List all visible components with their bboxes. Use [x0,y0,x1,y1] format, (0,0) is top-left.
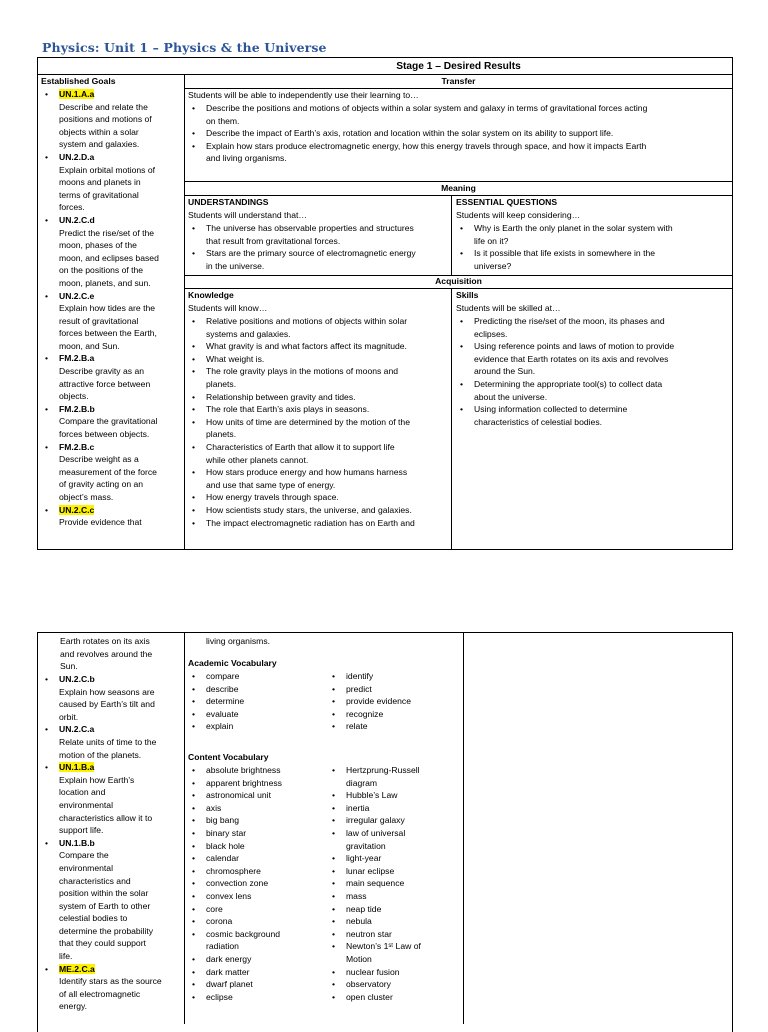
goal-code: UN.2.D.a [59,151,95,162]
list-item-text: • How stars produce energy and how humans harness [206,467,408,478]
transfer-item [187,140,727,165]
goal-description: positions and motions of [59,114,152,125]
divider [184,632,185,1024]
list-item-text: • core [206,903,223,914]
goal-description: motion of the planets. [59,749,142,760]
list-item-text: • light-year [346,853,382,864]
knowledge-item [187,416,449,441]
goal-code: ME.2.C.a [59,963,95,974]
goal-description: moon, and eclipses based [59,252,159,263]
goal-code: UN.2.C.a [59,724,95,735]
vocabulary-item [187,814,322,827]
list-item-text: • axis [206,802,222,813]
goal-code: UN.2.C.d [59,214,95,225]
goal-description: Describe and relate the [59,101,148,112]
goal-description: characteristics and [59,875,131,886]
stage-title: Stage 1 – Desired Results [396,61,521,72]
skill-item [455,315,730,340]
list-item-text: • Hertzprung-Russell [346,765,420,775]
divider [184,74,185,550]
skill-item [455,378,730,403]
goal-description: that they could support [59,938,146,949]
goal-item [40,504,182,529]
goal-description: object’s mass. [59,492,114,502]
goal-description: result of gravitational [59,315,139,326]
goal-description: Explain orbital motions of [59,164,156,175]
goal-description: on the positions of the [59,265,144,276]
divider [451,195,452,275]
list-item-text: • binary star [206,827,247,838]
goal-code: UN.2.C.b [59,674,95,684]
list-item-text: • How units of time are determined by the motion of the [206,416,410,427]
goal-description: moon, and Sun. [59,340,120,351]
list-item-text: • mass [346,890,367,901]
list-item-text: planets. [206,378,237,389]
vocabulary-item [327,852,461,865]
goal-item [40,151,182,214]
list-item-text: • Describe the impact of Earth’s axis, rotation and location within the solar system on its ability to support life. [206,128,614,139]
goal-description: terms of gravitational [59,189,139,200]
knowledge-item [187,315,449,340]
acquisition-header: Acquisition [435,276,482,286]
content-vocabulary-header: Content Vocabulary [188,752,269,762]
list-item-text: • irregular galaxy [346,815,405,826]
document-title: Physics: Unit 1 – Physics & the Universe [42,40,327,55]
list-item-text: • Using reference points and laws of motion to provide [474,341,675,352]
goal-description: forces between objects. [59,429,150,440]
goal-description: celestial bodies to [59,913,128,924]
divider [463,632,464,1024]
goal-item [40,673,182,723]
vocabulary-item [327,814,461,827]
goal-item [40,837,182,963]
vocabulary-item [327,978,461,991]
vocabulary-item [327,802,461,815]
knowledge-item [187,353,449,366]
knowledge-item [187,504,449,517]
list-item-text: • observatory [346,979,391,990]
list-item-text: • neutron star [346,928,392,939]
list-item-text: • Why is Earth the only planet in the solar system with [474,223,673,233]
understanding-item [187,222,449,247]
list-item-text: • Is it possible that life exists in somewhere in the [474,248,656,259]
established-goals-header: Established Goals [41,76,116,86]
list-item-text: • What gravity is and what factors affect its magnitude. [206,341,407,352]
list-item-text: characteristics of celestial bodies. [474,416,603,427]
goal-description: life. [59,951,73,962]
vocabulary-item [327,928,461,941]
understanding-item [187,247,449,272]
skill-item [455,340,730,378]
goal-description: energy. [59,1001,88,1012]
vocabulary-item: • provide evidence [327,695,461,708]
goal-code: FM.2.B.a [59,353,95,364]
vocabulary-item [327,890,461,903]
knowledge-item [187,340,449,353]
list-item-text: • eclipse [206,991,233,1002]
goal-description: forces. [59,202,85,213]
list-item-text: and use that same type of energy. [206,479,336,490]
knowledge-item [187,403,449,416]
essential-questions-list [455,222,730,272]
goal-item [40,88,182,151]
goal-description: moon, phases of the [59,240,137,251]
vocabulary-item [187,991,322,1004]
knowledge-item [187,365,449,390]
list-item-text: evidence that Earth rotates on its axis and revolves [474,353,669,364]
goal-description: attractive force between [59,378,151,389]
knowledge-list [187,315,449,529]
skills-intro: Students will be skilled at… [456,303,561,313]
list-item-text: • Relationship between gravity and tides. [206,391,356,402]
list-item-text: • cosmic background [206,928,281,939]
list-item-text: diagram [346,777,378,788]
vocabulary-item [187,852,322,865]
vocabulary-item [187,764,322,777]
vocabulary-item [187,865,322,878]
vocabulary-item [327,915,461,928]
goal-description: Predict the rise/set of the [59,227,155,238]
list-item-text: • black hole [206,840,245,851]
transfer-item [187,127,727,140]
list-item-text: • Determining the appropriate tool(s) to collect data [474,378,663,389]
established-goals-list-continued [40,673,182,1013]
list-item-text: gravitation [346,840,386,851]
meaning-header: Meaning [441,183,476,193]
essential-question-item [455,222,730,247]
goal-description: Compare the [59,850,109,861]
list-item-text: • law of universal [346,827,406,838]
list-item-text: • What weight is. [206,353,265,364]
list-item-text: • apparent brightness [206,777,282,788]
divider [451,288,452,550]
academic-vocabulary-header: Academic Vocabulary [188,658,277,668]
goal-item [40,441,182,504]
goal-description: location and [59,787,106,798]
vocabulary-item [327,940,461,965]
list-item-text: • absolute brightness [206,765,281,775]
goal-description: Compare the gravitational [59,416,158,427]
vocabulary-item: • determine [187,695,317,708]
goal-description: system of Earth to other [59,900,151,911]
vocabulary-item: • evaluate [187,708,317,721]
vocabulary-item [327,991,461,1004]
goal-item [40,963,182,1013]
vocabulary-item: • identify [327,670,461,683]
list-item-text: • Predicting the rise/set of the moon, its phases and [474,316,665,326]
vocabulary-item [327,903,461,916]
list-item-text: eclipses. [474,328,508,339]
goal-code: UN.1.A.a [59,89,95,99]
knowledge-item [187,466,449,491]
goal-description: Describe gravity as an [59,366,145,377]
goal-description: position within the solar [59,888,149,899]
transfer-intro: Students will be able to independently use their learning to… [188,90,419,100]
vocabulary-item [187,777,322,790]
list-item-text: • main sequence [346,878,405,889]
goal-description: environmental [59,862,113,873]
vocabulary-item [187,978,322,991]
vocabulary-item: • describe [187,683,317,696]
goal-description: Identify stars as the source [59,976,162,987]
goal-code: UN.1.B.a [59,762,95,773]
list-item-text: • calendar [206,853,239,864]
list-item-text: around the Sun. [474,366,536,377]
goal-item [40,290,182,353]
knowledge-item [187,517,449,530]
vocabulary-item [327,865,461,878]
list-item-text: • nebula [346,916,372,927]
vocabulary-item [327,789,461,802]
understandings-list [187,222,449,272]
goal-description: moon, planets, and sun. [59,277,151,288]
vocabulary-item [327,966,461,979]
list-item-text: • How energy travels through space. [206,492,339,503]
goal-description: of gravity acting on an [59,479,144,490]
goal-item [40,403,182,441]
goal-description: measurement of the force [59,466,157,477]
knowledge-item [187,491,449,504]
list-item-text: • lunar eclipse [346,865,395,876]
list-item-text: • How scientists study stars, the universe, and galaxies. [206,504,412,515]
knowledge-header: Knowledge [188,290,234,300]
list-item-text: • Characteristics of Earth that allow it to support life [206,441,395,452]
list-item-text: and living organisms. [206,153,287,164]
goal-description: Provide evidence that [59,517,142,528]
list-item-text: Motion [346,953,372,964]
vocabulary-item [327,764,461,789]
list-item-text: • inertia [346,802,370,813]
skill-item [455,403,730,428]
vocabulary-item [187,789,322,802]
list-item-text: • convection zone [206,878,269,889]
goal-description: support life. [59,825,104,836]
list-item-text: • The role that Earth’s axis plays in seasons. [206,404,370,415]
vocabulary-item [187,903,322,916]
list-item-text: • Describe the positions and motions of objects within a solar system and galaxy in terms of gravitational forces acting [206,103,648,113]
list-item-text: • convex lens [206,890,252,901]
vocabulary-item [187,953,322,966]
list-item-text: systems and galaxies. [206,328,291,339]
goal-description: Describe weight as a [59,454,139,465]
goal-item [40,214,182,290]
list-item-text: • Newton’s 1ˢᵗ Law of [346,941,421,952]
list-item-text: that result from gravitational forces. [206,235,341,246]
goal-code: FM.2.B.c [59,441,95,452]
essential-questions-header: ESSENTIAL QUESTIONS [456,197,558,207]
academic-vocabulary-list [327,670,461,733]
list-item-text: about the universe. [474,391,548,402]
vocabulary-item [187,915,322,928]
list-item-text: • Using information collected to determine [474,404,628,415]
list-item-text: while other planets cannot. [206,454,309,465]
knowledge-continued: living organisms. [206,636,270,646]
list-item-text: life on it? [474,235,509,246]
list-item-text: radiation [206,941,239,952]
vocabulary-item [327,827,461,852]
goal-description: objects within a solar [59,126,139,137]
vocabulary-item [327,877,461,890]
list-item-text: • dark energy [206,953,252,964]
list-item-text: • dark matter [206,966,250,977]
vocabulary-item: • explain [187,720,317,733]
understandings-intro: Students will understand that… [188,210,307,220]
list-item-text: • Explain how stars produce electromagnetic energy, how this energy travels through space, and how it impacts Earth [206,140,647,151]
vocabulary-item [187,890,322,903]
list-item-text: planets. [206,429,237,440]
goal-description: forces between the Earth, [59,328,157,339]
goal-description: Explain how tides are the [59,303,156,314]
list-item-text: • corona [206,916,233,927]
list-item-text: • nuclear fusion [346,966,400,977]
transfer-item [187,102,727,127]
vocabulary-item [187,877,322,890]
goal-description: objects. [59,391,89,402]
knowledge-item [187,391,449,404]
goal-description: of all electromagnetic [59,988,141,999]
goal-description: Explain how seasons are [59,686,155,697]
list-item-text: universe? [474,260,512,271]
goal-description: Explain how Earth’s [59,774,135,785]
transfer-header: Transfer [441,76,476,86]
transfer-list [187,102,727,165]
goal-item [40,761,182,837]
list-item-text: • Hubble’s Law [346,790,398,801]
academic-vocabulary-list [187,670,317,733]
content-vocabulary-list [327,764,461,1003]
list-item-text: • Stars are the primary source of electromagnetic energy [206,248,416,259]
list-item-text: • dwarf planet [206,979,253,990]
list-item-text: • Relative positions and motions of objects within solar [206,316,408,326]
established-goals-list [40,88,182,529]
list-item-text: • big bang [206,815,239,826]
goal-code: FM.2.B.b [59,403,95,414]
essential-question-item [455,247,730,272]
knowledge-item [187,441,449,466]
essential-questions-intro: Students will keep considering… [456,210,581,220]
goal-item [40,352,182,402]
list-item-text: on them. [206,115,240,126]
list-item-text: • chromosphere [206,865,261,876]
goal-description: moons and planets in [59,177,141,188]
list-item-text: in the universe. [206,260,265,271]
goal-description: Relate units of time to the [59,736,157,747]
goal-description: orbit. [59,711,79,722]
goal-code: UN.1.B.b [59,837,95,848]
vocabulary-item [187,840,322,853]
vocabulary-item: • compare [187,670,317,683]
skills-list [455,315,730,428]
vocabulary-item [187,928,322,953]
vocabulary-item: • predict [327,683,461,696]
goal-description: system and galaxies. [59,139,140,150]
goal-description: caused by Earth’s tilt and [59,699,155,710]
vocabulary-item: • recognize [327,708,461,721]
goal-code: UN.2.C.c [59,504,95,515]
list-item-text: • The role gravity plays in the motions of moons and [206,366,399,377]
list-item-text: • The impact electromagnetic radiation has on Earth and [206,517,415,528]
understandings-header: UNDERSTANDINGS [188,197,269,207]
list-item-text: • The universe has observable properties and structures [206,223,414,233]
goal-description: environmental [59,799,113,810]
vocabulary-item [187,827,322,840]
goals-continued: Earth rotates on its axis and revolves around the Sun. [60,636,153,672]
goal-item [40,723,182,761]
vocabulary-item: • relate [327,720,461,733]
skills-header: Skills [456,290,479,300]
knowledge-intro: Students will know… [188,303,268,313]
list-item-text: • neap tide [346,903,382,914]
vocabulary-item [187,802,322,815]
vocabulary-item [187,966,322,979]
goal-code: UN.2.C.e [59,290,95,301]
goal-description: characteristics allow it to [59,812,153,823]
goal-description: determine the probability [59,925,154,936]
list-item-text: • astronomical unit [206,790,271,801]
list-item-text: • open cluster [346,991,393,1002]
content-vocabulary-list [187,764,322,1003]
